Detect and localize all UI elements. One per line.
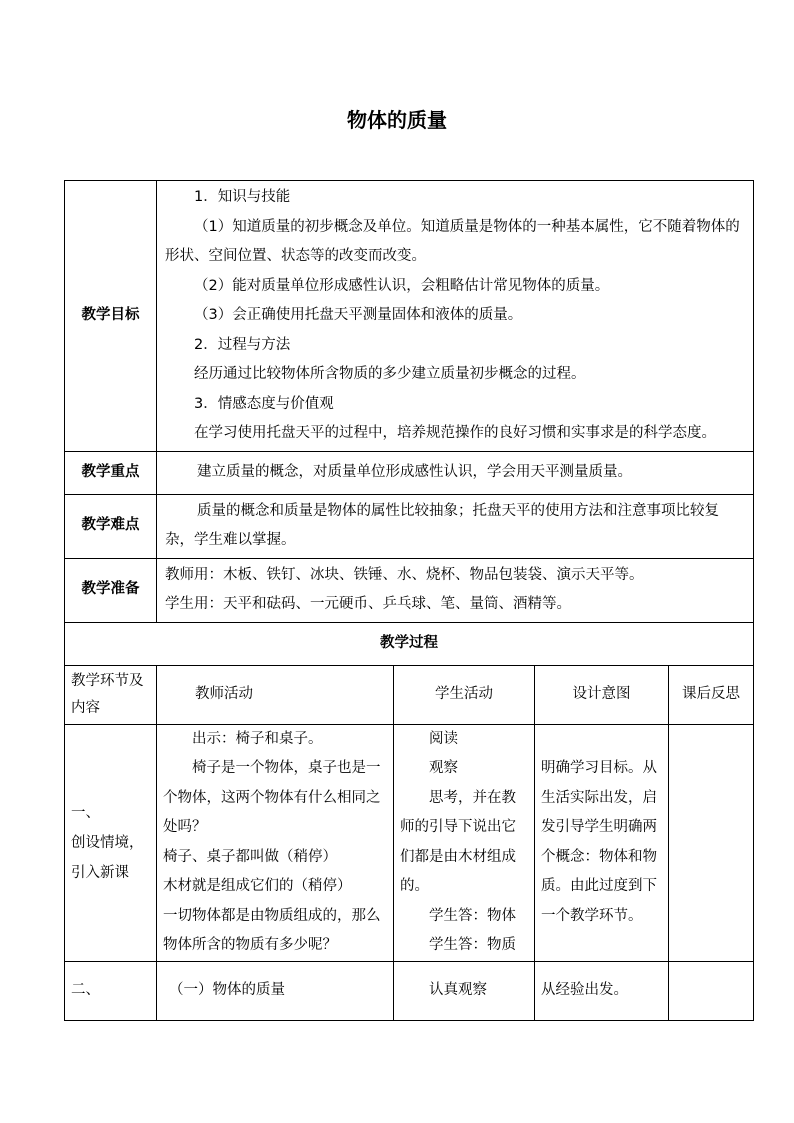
lesson-plan-table	[64, 180, 754, 1021]
objective-line: （1）知道质量的初步概念及单位。知道质量是物体的一种基本属性，它不随着物体的形状、空间位置、状态等的改变而改变。	[165, 218, 740, 264]
objectives-row	[65, 181, 754, 452]
teacher-materials: 教师用：木板、铁钉、冰块、铁锤、水、烧杯、物品包装袋、演示天平等。	[165, 566, 644, 583]
student-activity-line: 观察	[429, 760, 458, 776]
table-row	[65, 961, 754, 1021]
objective-line: 在学习使用托盘天平的过程中，培养规范操作的良好习惯和实事求是的科学态度。	[194, 425, 716, 441]
reflection-cell	[669, 961, 754, 1021]
stage-cell	[65, 724, 157, 961]
design-intent-cell	[535, 961, 669, 1021]
stage-name: 创设情境，引入新课	[71, 834, 144, 881]
stage-number: 二、	[71, 982, 100, 998]
document-title: 物体的质量	[347, 108, 447, 132]
difficulties-label: 教学难点	[65, 494, 157, 558]
teacher-activity-cell	[157, 961, 394, 1021]
table-row	[65, 724, 754, 961]
header-design-intent: 设计意图	[535, 665, 669, 724]
header-student-activity: 学生活动	[394, 665, 535, 724]
student-activity-cell	[394, 724, 535, 961]
student-activity-line: 思考，并在教师的引导下说出它们都是由木材组成的。	[400, 789, 516, 894]
preparation-row	[65, 558, 754, 622]
header-stage: 教学环节及内容	[65, 665, 157, 724]
difficulties-row	[65, 494, 754, 558]
teacher-activity-line: 出示：椅子和桌子。	[192, 730, 323, 747]
objective-line: 经历通过比较物体所含物质的多少建立质量初步概念的过程。	[194, 366, 586, 382]
preparation-content	[157, 558, 754, 622]
objectives-content	[157, 181, 754, 452]
teacher-activity-cell	[157, 724, 394, 961]
objective-line: （2）能对质量单位形成感性认识，会粗略估计常见物体的质量。	[194, 277, 610, 294]
preparation-label: 教学准备	[65, 558, 157, 622]
key-points-label: 教学重点	[65, 451, 157, 494]
student-activity-line: 认真观察	[429, 982, 487, 998]
objective-line: （3）会正确使用托盘天平测量固体和液体的质量。	[194, 307, 523, 323]
header-teacher-activity: 教师活动	[157, 665, 394, 724]
process-title: 教学过程	[65, 622, 754, 665]
stage-number: 一、	[71, 804, 100, 821]
student-activity-cell	[394, 961, 535, 1021]
objective-line: 2．过程与方法	[194, 336, 291, 353]
key-points-text: 建立质量的概念，对质量单位形成感性认识，学会用天平测量质量。	[197, 463, 632, 480]
design-intent-text: 明确学习目标。从生活实际出发，启发引导学生明确两个概念：物体和物质。由此过度到下一个教学环节。	[541, 760, 657, 924]
objectives-label: 教学目标	[65, 181, 157, 452]
reflection-cell	[669, 724, 754, 961]
difficulties-text: 质量的概念和质量是物体的属性比较抽象；托盘天平的使用方法和注意事项比较复杂，学生难以掌握。	[165, 502, 719, 548]
student-activity-line: 阅读	[429, 730, 458, 747]
student-activity-line: 学生答：物质	[429, 937, 516, 953]
design-intent-text: 从经验出发。	[541, 982, 628, 998]
process-title-row	[65, 622, 754, 665]
teacher-activity-line: （一）物体的质量	[169, 982, 285, 998]
student-materials: 学生用：天平和砝码、一元硬币、乒乓球、笔、量筒、酒精等。	[165, 596, 571, 612]
process-header-row	[65, 665, 754, 724]
objective-line: 1．知识与技能	[194, 189, 291, 205]
objective-line: 3．情感态度与价值观	[194, 395, 334, 412]
design-intent-cell	[535, 724, 669, 961]
teacher-activity-line: 一切物体都是由物质组成的，那么物体所含的物质有多少呢？	[163, 907, 381, 953]
difficulties-content	[157, 494, 754, 558]
student-activity-line: 学生答：物体	[429, 907, 516, 924]
key-points-row	[65, 451, 754, 494]
teacher-activity-line: 椅子是一个物体，桌子也是一个物体，这两个物体有什么相同之处吗？	[163, 760, 381, 835]
stage-cell	[65, 961, 157, 1021]
key-points-content	[157, 451, 754, 494]
teacher-activity-line: 椅子、桌子都叫做（稍停）	[163, 848, 337, 865]
teacher-activity-line: 木材就是组成它们的（稍停）	[163, 878, 352, 894]
header-reflection: 课后反思	[669, 665, 754, 724]
